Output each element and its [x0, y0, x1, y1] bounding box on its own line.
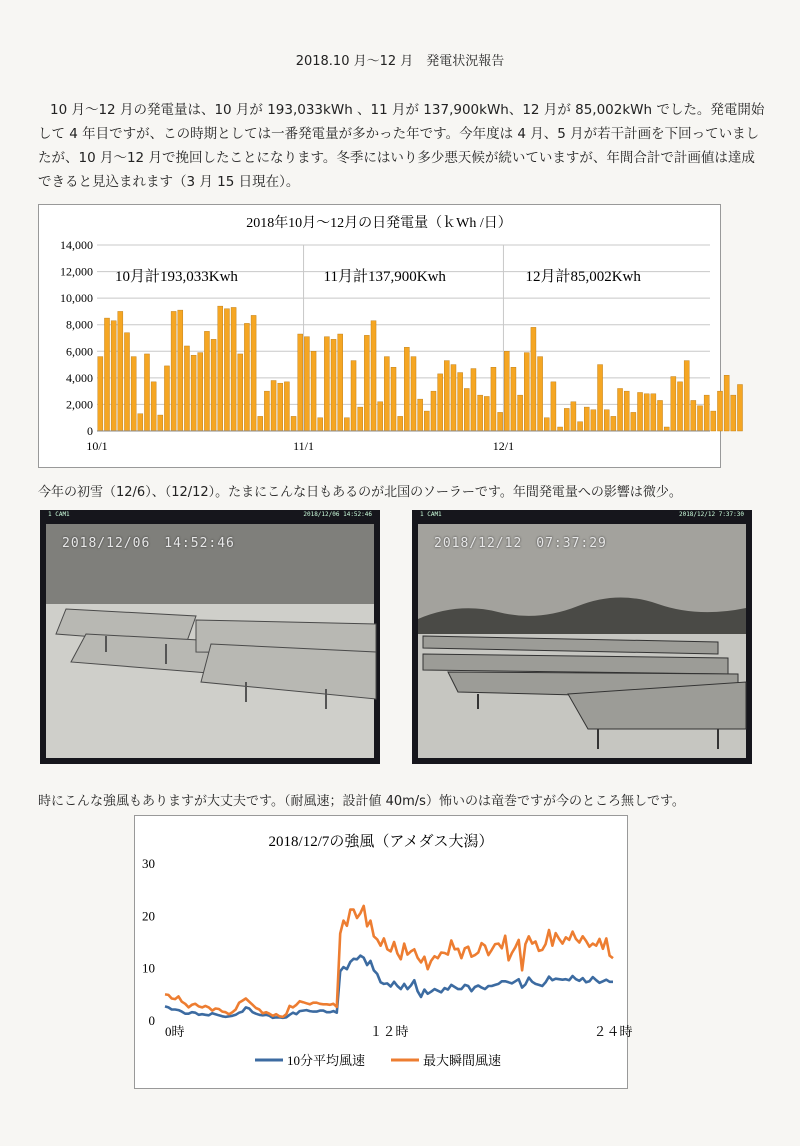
bar — [324, 337, 329, 431]
bar — [291, 416, 296, 431]
bar — [351, 361, 356, 431]
bar — [284, 382, 289, 431]
bar — [584, 407, 589, 431]
bar — [591, 410, 596, 431]
snowy-solar-panels-image-2 — [418, 524, 746, 758]
bar — [604, 410, 609, 431]
bar — [431, 391, 436, 431]
bar — [331, 339, 336, 431]
y-tick-label: 4,000 — [66, 370, 93, 385]
bar — [358, 407, 363, 431]
bar — [258, 416, 263, 431]
bar — [564, 408, 569, 431]
bar — [371, 321, 376, 431]
bar — [118, 311, 123, 431]
bar — [478, 395, 483, 431]
bar — [218, 306, 223, 431]
bar — [391, 367, 396, 431]
bar — [498, 412, 503, 431]
camera-snapshot-1 — [40, 510, 380, 764]
intro-paragraph: 10 月～12 月の発電量は、10 月が 193,033kWh 、11 月が 137,900kWh、12 月が 85,002kWh でした。発電開始して 4 年目ですが、この時期としては一番発電量が多かった年です。今年度は 4 月、5 月が若干計画を下回っていましたが、10 月～12 月で挽回したことになります。冬季にはいり多少悪天候が続いていますが、年間合計で計画値は達成できると見込まれます（3 月 15 日現在）。 — [38, 102, 765, 190]
bar — [677, 382, 682, 431]
x-tick-label: 11/1 — [293, 439, 314, 453]
bar — [171, 311, 176, 431]
bar — [711, 411, 716, 431]
bar — [578, 422, 583, 431]
bar — [378, 402, 383, 431]
bar — [458, 373, 463, 431]
bar — [618, 388, 623, 431]
bar — [231, 307, 236, 431]
camera-2-image — [418, 524, 746, 758]
legend-label: 10分平均風速 — [287, 1053, 366, 1068]
bar — [111, 321, 116, 431]
bar — [364, 335, 369, 431]
bar — [204, 331, 209, 431]
camera-1-timestamp: 2018/12/06 14:52:46 — [62, 536, 235, 551]
bar — [224, 309, 229, 431]
y-tick-label: 12,000 — [60, 264, 93, 279]
bar — [717, 391, 722, 431]
y-tick-label: 0 — [148, 1013, 155, 1028]
bar — [144, 354, 149, 431]
bar — [98, 357, 103, 431]
bar — [198, 353, 203, 431]
bar — [671, 377, 676, 431]
chart-title: 2018年10月～12月の日発電量（ｋWh /日） — [246, 216, 512, 231]
bar — [737, 385, 742, 432]
month-total-annotation: 11月計137,900Kwh — [323, 269, 446, 285]
snow-caption: 今年の初雪（12/6）、（12/12）。たまにこんな日もあるのが北国のソーラーです。年間発電量への影響は微少。 — [38, 485, 682, 500]
month-total-annotation: 10月計193,033Kwh — [115, 269, 238, 285]
bar — [411, 357, 416, 431]
y-tick-label: 14,000 — [60, 238, 93, 252]
bar — [384, 357, 389, 431]
camera-snapshot-2 — [412, 510, 752, 764]
bar — [138, 414, 143, 431]
bar — [697, 406, 702, 431]
bar — [304, 337, 309, 431]
bar — [724, 375, 729, 431]
y-tick-label: 30 — [142, 856, 155, 871]
bar — [624, 391, 629, 431]
bar — [651, 394, 656, 431]
bar — [538, 357, 543, 431]
bar — [278, 383, 283, 431]
bar — [531, 327, 536, 431]
bar — [518, 395, 523, 431]
bar — [704, 395, 709, 431]
daily-generation-chart-frame — [38, 204, 721, 468]
bar — [491, 367, 496, 431]
bar — [558, 427, 563, 431]
bar — [544, 418, 549, 431]
bar — [251, 315, 256, 431]
bar — [631, 412, 636, 431]
bar — [124, 333, 129, 431]
camera-1-header-left: 1 CAM1 — [48, 511, 70, 518]
bar — [638, 392, 643, 431]
wind-speed-chart — [135, 816, 633, 1088]
bar — [211, 339, 216, 431]
bar — [404, 347, 409, 431]
bar — [551, 382, 556, 431]
bar — [657, 400, 662, 431]
y-tick-label: 8,000 — [66, 317, 93, 332]
month-total-annotation: 12月計85,002Kwh — [525, 269, 641, 285]
x-tick-label: １２時 — [369, 1024, 409, 1039]
bar — [464, 388, 469, 431]
bar — [158, 415, 163, 431]
bar — [598, 365, 603, 431]
y-tick-label: 10 — [142, 960, 155, 976]
x-tick-label: 10/1 — [86, 439, 108, 453]
bar — [191, 355, 196, 431]
bar — [511, 367, 516, 431]
bar — [104, 318, 109, 431]
snowy-solar-panels-image-1 — [46, 524, 374, 758]
x-tick-label: ２４時 — [593, 1024, 633, 1039]
bar — [504, 351, 509, 431]
bar — [298, 334, 303, 431]
wind-chart-frame — [134, 815, 633, 1089]
daily-generation-chart — [39, 205, 720, 467]
bar — [338, 334, 343, 431]
bar — [344, 418, 349, 431]
bar — [238, 354, 243, 431]
y-tick-label: 6,000 — [66, 344, 93, 359]
series-line-2 — [165, 906, 613, 1017]
bar — [691, 400, 696, 431]
bar — [444, 361, 449, 431]
bar — [731, 395, 736, 431]
x-tick-label: 12/1 — [492, 439, 515, 453]
bar — [271, 381, 276, 431]
bar — [484, 396, 489, 431]
camera-2-header-right: 2018/12/12 7:37:30 — [678, 511, 744, 518]
y-tick-label: 0 — [87, 424, 93, 438]
bar — [311, 351, 316, 431]
bar — [571, 402, 576, 431]
bar — [644, 394, 649, 431]
bar — [471, 369, 476, 431]
bar — [244, 323, 249, 431]
bar — [451, 365, 456, 431]
bar — [184, 346, 189, 431]
bar — [684, 361, 689, 431]
camera-2-header-left: 1 CAM1 — [420, 511, 442, 518]
chart-title: 2018/12/7の強風（アメダス大潟） — [268, 834, 494, 850]
camera-1-image — [46, 524, 374, 758]
bar — [524, 353, 529, 431]
bar — [151, 382, 156, 431]
bar — [178, 310, 183, 431]
bar — [418, 399, 423, 431]
legend-label: 最大瞬間風速 — [423, 1053, 502, 1068]
wind-caption: 時にこんな強風もありますが大丈夫です。（耐風速；設計値 40m/s）怖いのは竜巻ですが今のところ無しです。 — [38, 794, 685, 809]
bar — [164, 366, 169, 431]
camera-2-timestamp: 2018/12/12 07:37:29 — [434, 536, 607, 551]
bar — [424, 411, 429, 431]
camera-1-header-right: 2018/12/06 14:52:46 — [303, 511, 372, 518]
series-line-1 — [165, 956, 613, 1018]
bar — [398, 416, 403, 431]
bar — [664, 427, 669, 431]
x-tick-label: 0時 — [165, 1024, 185, 1039]
bar — [611, 416, 616, 431]
bar — [131, 357, 136, 431]
bar — [438, 374, 443, 431]
y-tick-label: 10,000 — [60, 291, 93, 306]
y-tick-label: 20 — [142, 908, 155, 924]
report-title: 2018.10 月～12 月 発電状況報告 — [295, 54, 505, 69]
bar — [318, 418, 323, 431]
bar — [264, 391, 269, 431]
y-tick-label: 2,000 — [66, 397, 93, 412]
